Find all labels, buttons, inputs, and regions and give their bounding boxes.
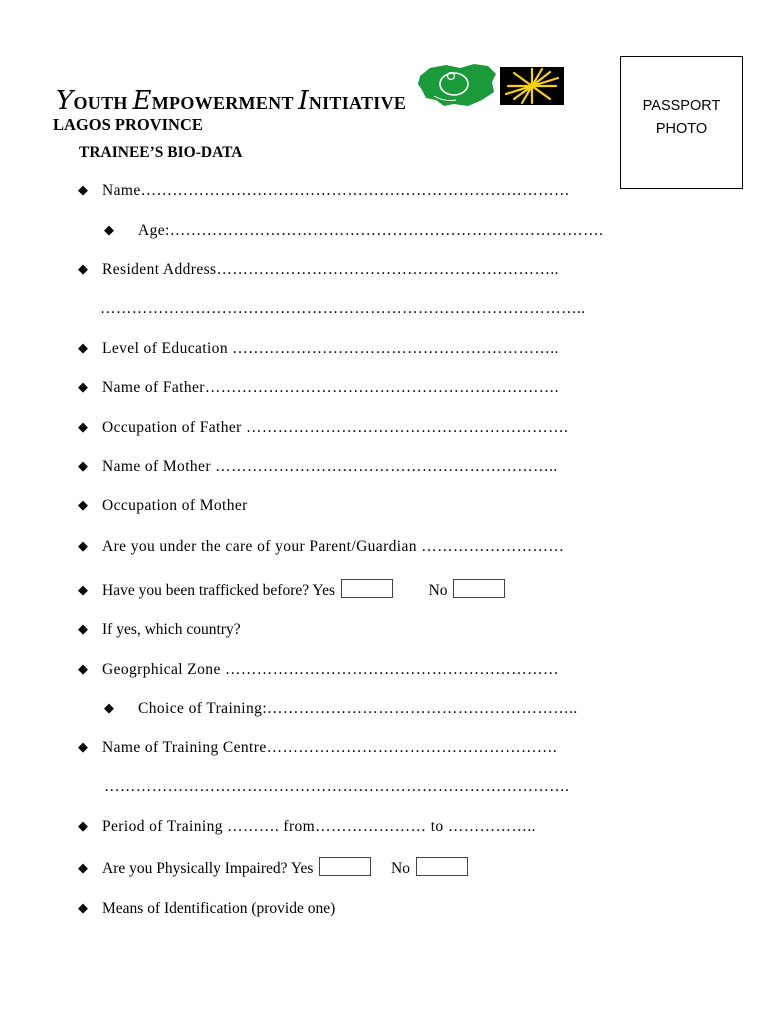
field-training-choice[interactable]: ◆ Choice of Training:…………………………………………………..: [104, 700, 578, 717]
trafficked-no-checkbox[interactable]: [453, 579, 505, 598]
field-training-centre[interactable]: ◆ Name of Training Centre……………………………………………….: [78, 739, 558, 756]
diamond-bullet-icon: ◆: [104, 222, 114, 237]
diamond-bullet-icon: ◆: [78, 538, 88, 553]
field-country[interactable]: ◆ If yes, which country?: [78, 621, 241, 638]
field-father-name[interactable]: ◆ Name of Father………………………………………………………….: [78, 379, 559, 396]
field-resident-address-continued[interactable]: ………………………………………………………………………………..: [100, 300, 586, 317]
diamond-bullet-icon: ◆: [78, 818, 88, 833]
field-age[interactable]: ◆ Age:……………………………………………………………………….: [104, 222, 604, 239]
diamond-bullet-icon: ◆: [78, 661, 88, 676]
diamond-bullet-icon: ◆: [78, 739, 88, 754]
diamond-bullet-icon: ◆: [78, 379, 88, 394]
program-title: YOUTH EMPOWERMENT INITIATIVE: [56, 86, 407, 116]
nigeria-map-logo: [416, 62, 498, 108]
passport-label-line1: PASSPORT: [642, 98, 721, 114]
diamond-bullet-icon: ◆: [78, 582, 88, 597]
province-heading: LAGOS PROVINCE: [53, 115, 203, 134]
field-resident-address[interactable]: ◆ Resident Address………………………………………………………..: [78, 261, 559, 278]
diamond-bullet-icon: ◆: [104, 700, 114, 715]
field-training-centre-continued[interactable]: …………………………………………………………………………….: [104, 778, 570, 795]
diamond-bullet-icon: ◆: [78, 497, 88, 512]
field-guardian[interactable]: ◆ Are you under the care of your Parent/Guardian ………………………: [78, 538, 565, 555]
field-geographical-zone[interactable]: ◆ Geogrphical Zone ………………………………………………………: [78, 661, 559, 678]
diamond-bullet-icon: ◆: [78, 340, 88, 355]
diamond-bullet-icon: ◆: [78, 458, 88, 473]
field-training-period[interactable]: ◆ Period of Training ………. from………………… to ……………..: [78, 818, 536, 835]
diamond-bullet-icon: ◆: [78, 182, 88, 197]
field-identification[interactable]: ◆ Means of Identification (provide one): [78, 900, 336, 917]
form-subtitle: TRAINEE’S BIO-DATA: [79, 144, 243, 161]
passport-photo-box[interactable]: [620, 56, 743, 189]
field-father-occupation[interactable]: ◆ Occupation of Father …………………………………………………….: [78, 419, 569, 436]
diamond-bullet-icon: ◆: [78, 261, 88, 276]
field-name[interactable]: ◆ Name………………………………………………………………………: [78, 182, 570, 199]
diamond-bullet-icon: ◆: [78, 860, 88, 875]
field-physically-impaired: ◆ Are you Physically Impaired? Yes No: [78, 857, 468, 879]
passport-label-line2: PHOTO: [655, 121, 708, 137]
trafficked-yes-checkbox[interactable]: [341, 579, 393, 598]
field-education[interactable]: ◆ Level of Education ……………………………………………………..: [78, 340, 559, 357]
field-mother-occupation[interactable]: ◆ Occupation of Mother: [78, 497, 248, 514]
diamond-bullet-icon: ◆: [78, 419, 88, 434]
impaired-no-checkbox[interactable]: [416, 857, 468, 876]
starburst-logo: [500, 67, 564, 105]
diamond-bullet-icon: ◆: [78, 621, 88, 636]
field-trafficked: ◆ Have you been trafficked before? Yes No: [78, 579, 505, 601]
field-mother-name[interactable]: ◆ Name of Mother ………………………………………………………..: [78, 458, 558, 475]
diamond-bullet-icon: ◆: [78, 900, 88, 915]
impaired-yes-checkbox[interactable]: [319, 857, 371, 876]
